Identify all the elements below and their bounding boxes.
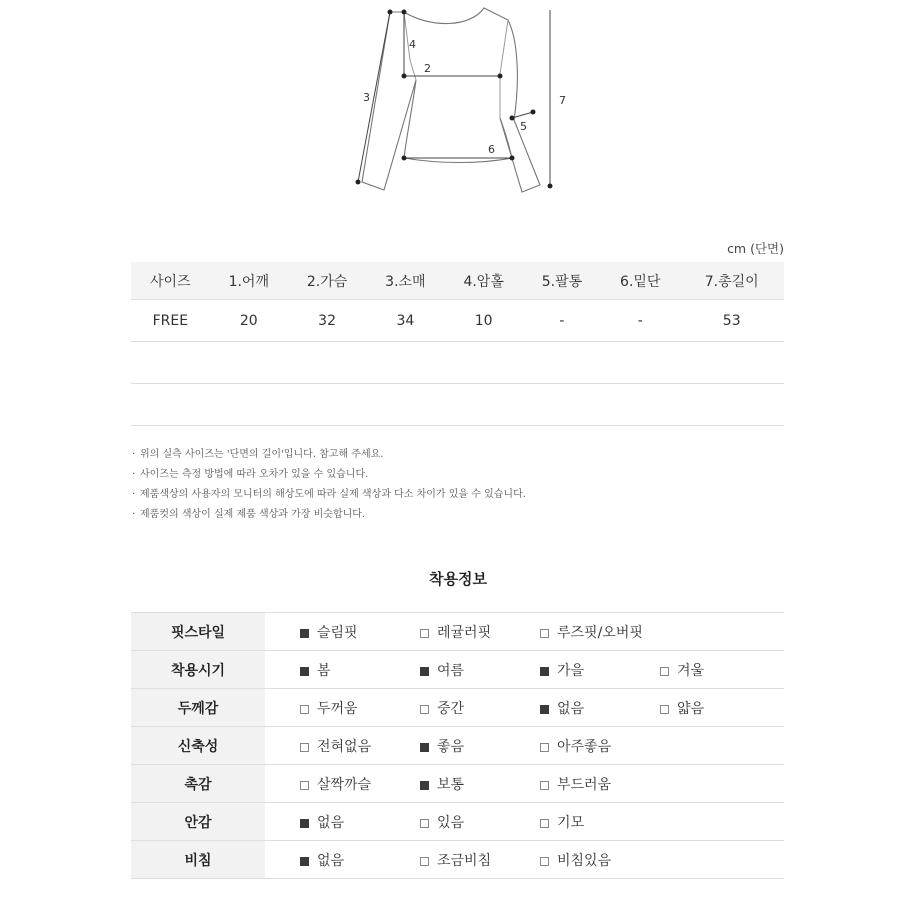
- wear-info-row: [131, 803, 784, 841]
- option-item: [282, 850, 420, 870]
- wear-info-row: [131, 727, 784, 765]
- option-item: [282, 774, 420, 794]
- checked-box-icon: [420, 743, 429, 752]
- option-label: 기모: [557, 814, 585, 831]
- option-item: [540, 850, 660, 870]
- option-label: 살짝까슬: [317, 776, 372, 793]
- wear-info-label: 핏스타일: [131, 613, 265, 651]
- option-item: [540, 812, 660, 832]
- option-label: 두꺼움: [317, 700, 358, 717]
- unchecked-box-icon: [300, 743, 309, 752]
- table-cell: -: [601, 300, 679, 342]
- option-item: [420, 622, 540, 642]
- option-label: 여름: [437, 662, 465, 679]
- table-cell: 20: [210, 300, 288, 342]
- option-label: 봄: [317, 662, 331, 679]
- option-item: [420, 736, 540, 756]
- wear-info-options: [265, 613, 784, 651]
- wear-info-row: [131, 689, 784, 727]
- wear-info-label: 착용시기: [131, 651, 265, 689]
- option-label: 겨울: [677, 662, 705, 679]
- wear-info-options: [265, 803, 784, 841]
- note-item: · 사이즈는 측정 방법에 따라 오차가 있을 수 있습니다.: [132, 469, 369, 480]
- header-cell: 5.팔통: [523, 262, 601, 300]
- label-7: 7: [559, 94, 566, 107]
- option-label: 없음: [317, 814, 345, 831]
- header-cell: 3.소매: [366, 262, 444, 300]
- unit-note: cm (단면): [727, 241, 784, 256]
- unchecked-box-icon: [540, 629, 549, 638]
- unchecked-box-icon: [540, 781, 549, 790]
- label-5: 5: [520, 120, 527, 133]
- wear-info-options: [265, 765, 784, 803]
- wear-info-options: [265, 651, 784, 689]
- header-cell: 2.가슴: [288, 262, 366, 300]
- table-row: [131, 300, 784, 342]
- label-2: 2: [424, 62, 431, 75]
- header-cell: 1.어깨: [210, 262, 288, 300]
- wear-info-row: [131, 841, 784, 879]
- unchecked-box-icon: [420, 857, 429, 866]
- checked-box-icon: [300, 629, 309, 638]
- checked-box-icon: [540, 667, 549, 676]
- garment-sketch: [340, 0, 580, 200]
- wear-info-options: [265, 727, 784, 765]
- header-cell: 7.총길이: [679, 262, 784, 300]
- option-item: [540, 774, 660, 794]
- unchecked-box-icon: [660, 705, 669, 714]
- option-item: [420, 850, 540, 870]
- unchecked-box-icon: [540, 819, 549, 828]
- table-cell: -: [523, 300, 601, 342]
- checked-box-icon: [420, 781, 429, 790]
- wear-info-label: 촉감: [131, 765, 265, 803]
- option-item: [282, 736, 420, 756]
- option-item: [420, 812, 540, 832]
- wear-info-label: 비침: [131, 841, 265, 879]
- note-item: · 제품컷의 색상이 실제 제품 색상과 가장 비슷합니다.: [132, 509, 366, 520]
- option-label: 루즈핏/오버핏: [557, 624, 643, 641]
- option-label: 비침있음: [557, 852, 612, 869]
- wear-info-label: 안감: [131, 803, 265, 841]
- header-cell: 4.암홀: [445, 262, 523, 300]
- option-item: [420, 698, 540, 718]
- garment-measurement-diagram: [340, 0, 580, 200]
- wear-info-row: [131, 613, 784, 651]
- option-label: 아주좋음: [557, 738, 612, 755]
- unchecked-box-icon: [420, 705, 429, 714]
- table-cell: 53: [679, 300, 784, 342]
- wear-info-options: [265, 689, 784, 727]
- option-item: [540, 698, 660, 718]
- option-label: 보통: [437, 776, 465, 793]
- unchecked-box-icon: [540, 857, 549, 866]
- option-item: [540, 660, 660, 680]
- option-item: [282, 812, 420, 832]
- checked-box-icon: [300, 819, 309, 828]
- unchecked-box-icon: [420, 819, 429, 828]
- option-label: 전혀없음: [317, 738, 372, 755]
- size-table: [131, 262, 784, 426]
- option-label: 중간: [437, 700, 465, 717]
- option-label: 슬림핏: [317, 624, 358, 641]
- option-item: [420, 774, 540, 794]
- wear-info-table: [131, 612, 784, 879]
- unchecked-box-icon: [420, 629, 429, 638]
- option-item: [282, 622, 420, 642]
- option-item: [282, 660, 420, 680]
- wear-info-label: 신축성: [131, 727, 265, 765]
- size-table-header: [131, 262, 784, 300]
- unchecked-box-icon: [300, 781, 309, 790]
- notes-list: [132, 445, 526, 525]
- option-label: 조금비침: [437, 852, 492, 869]
- option-label: 부드러움: [557, 776, 612, 793]
- note-item: · 제품색상의 사용자의 모니터의 해상도에 따라 실제 색상과 다소 차이가 있을 수 있습니다.: [132, 489, 526, 500]
- option-label: 가을: [557, 662, 585, 679]
- label-4: 4: [409, 38, 416, 51]
- option-label: 좋음: [437, 738, 465, 755]
- unchecked-box-icon: [540, 743, 549, 752]
- wear-info-title: 착용정보: [429, 570, 487, 588]
- header-cell: 6.밑단: [601, 262, 679, 300]
- wear-info-row: [131, 765, 784, 803]
- checked-box-icon: [420, 667, 429, 676]
- checked-box-icon: [540, 705, 549, 714]
- option-item: [540, 736, 660, 756]
- unchecked-box-icon: [660, 667, 669, 676]
- note-item: · 위의 실측 사이즈는 '단면의 길이'입니다. 참고해 주세요.: [132, 449, 384, 460]
- checked-box-icon: [300, 857, 309, 866]
- option-label: 얇음: [677, 700, 705, 717]
- wear-info-row: [131, 651, 784, 689]
- wear-info-label: 두께감: [131, 689, 265, 727]
- option-item: [420, 660, 540, 680]
- label-6: 6: [488, 143, 495, 156]
- wear-info-options: [265, 841, 784, 879]
- option-label: 없음: [557, 700, 585, 717]
- empty-row: [131, 342, 784, 384]
- option-item: [282, 698, 420, 718]
- option-item: [660, 660, 780, 680]
- empty-row: [131, 384, 784, 426]
- option-label: 없음: [317, 852, 345, 869]
- table-cell: 10: [445, 300, 523, 342]
- option-label: 레귤러핏: [437, 624, 492, 641]
- table-cell: 32: [288, 300, 366, 342]
- label-3: 3: [363, 91, 370, 104]
- unchecked-box-icon: [300, 705, 309, 714]
- header-cell: 사이즈: [131, 262, 210, 300]
- garment-outline: [362, 8, 540, 192]
- table-cell: FREE: [131, 300, 210, 342]
- option-item: [660, 698, 780, 718]
- checked-box-icon: [300, 667, 309, 676]
- option-label: 있음: [437, 814, 465, 831]
- option-item: [540, 622, 660, 642]
- table-cell: 34: [366, 300, 444, 342]
